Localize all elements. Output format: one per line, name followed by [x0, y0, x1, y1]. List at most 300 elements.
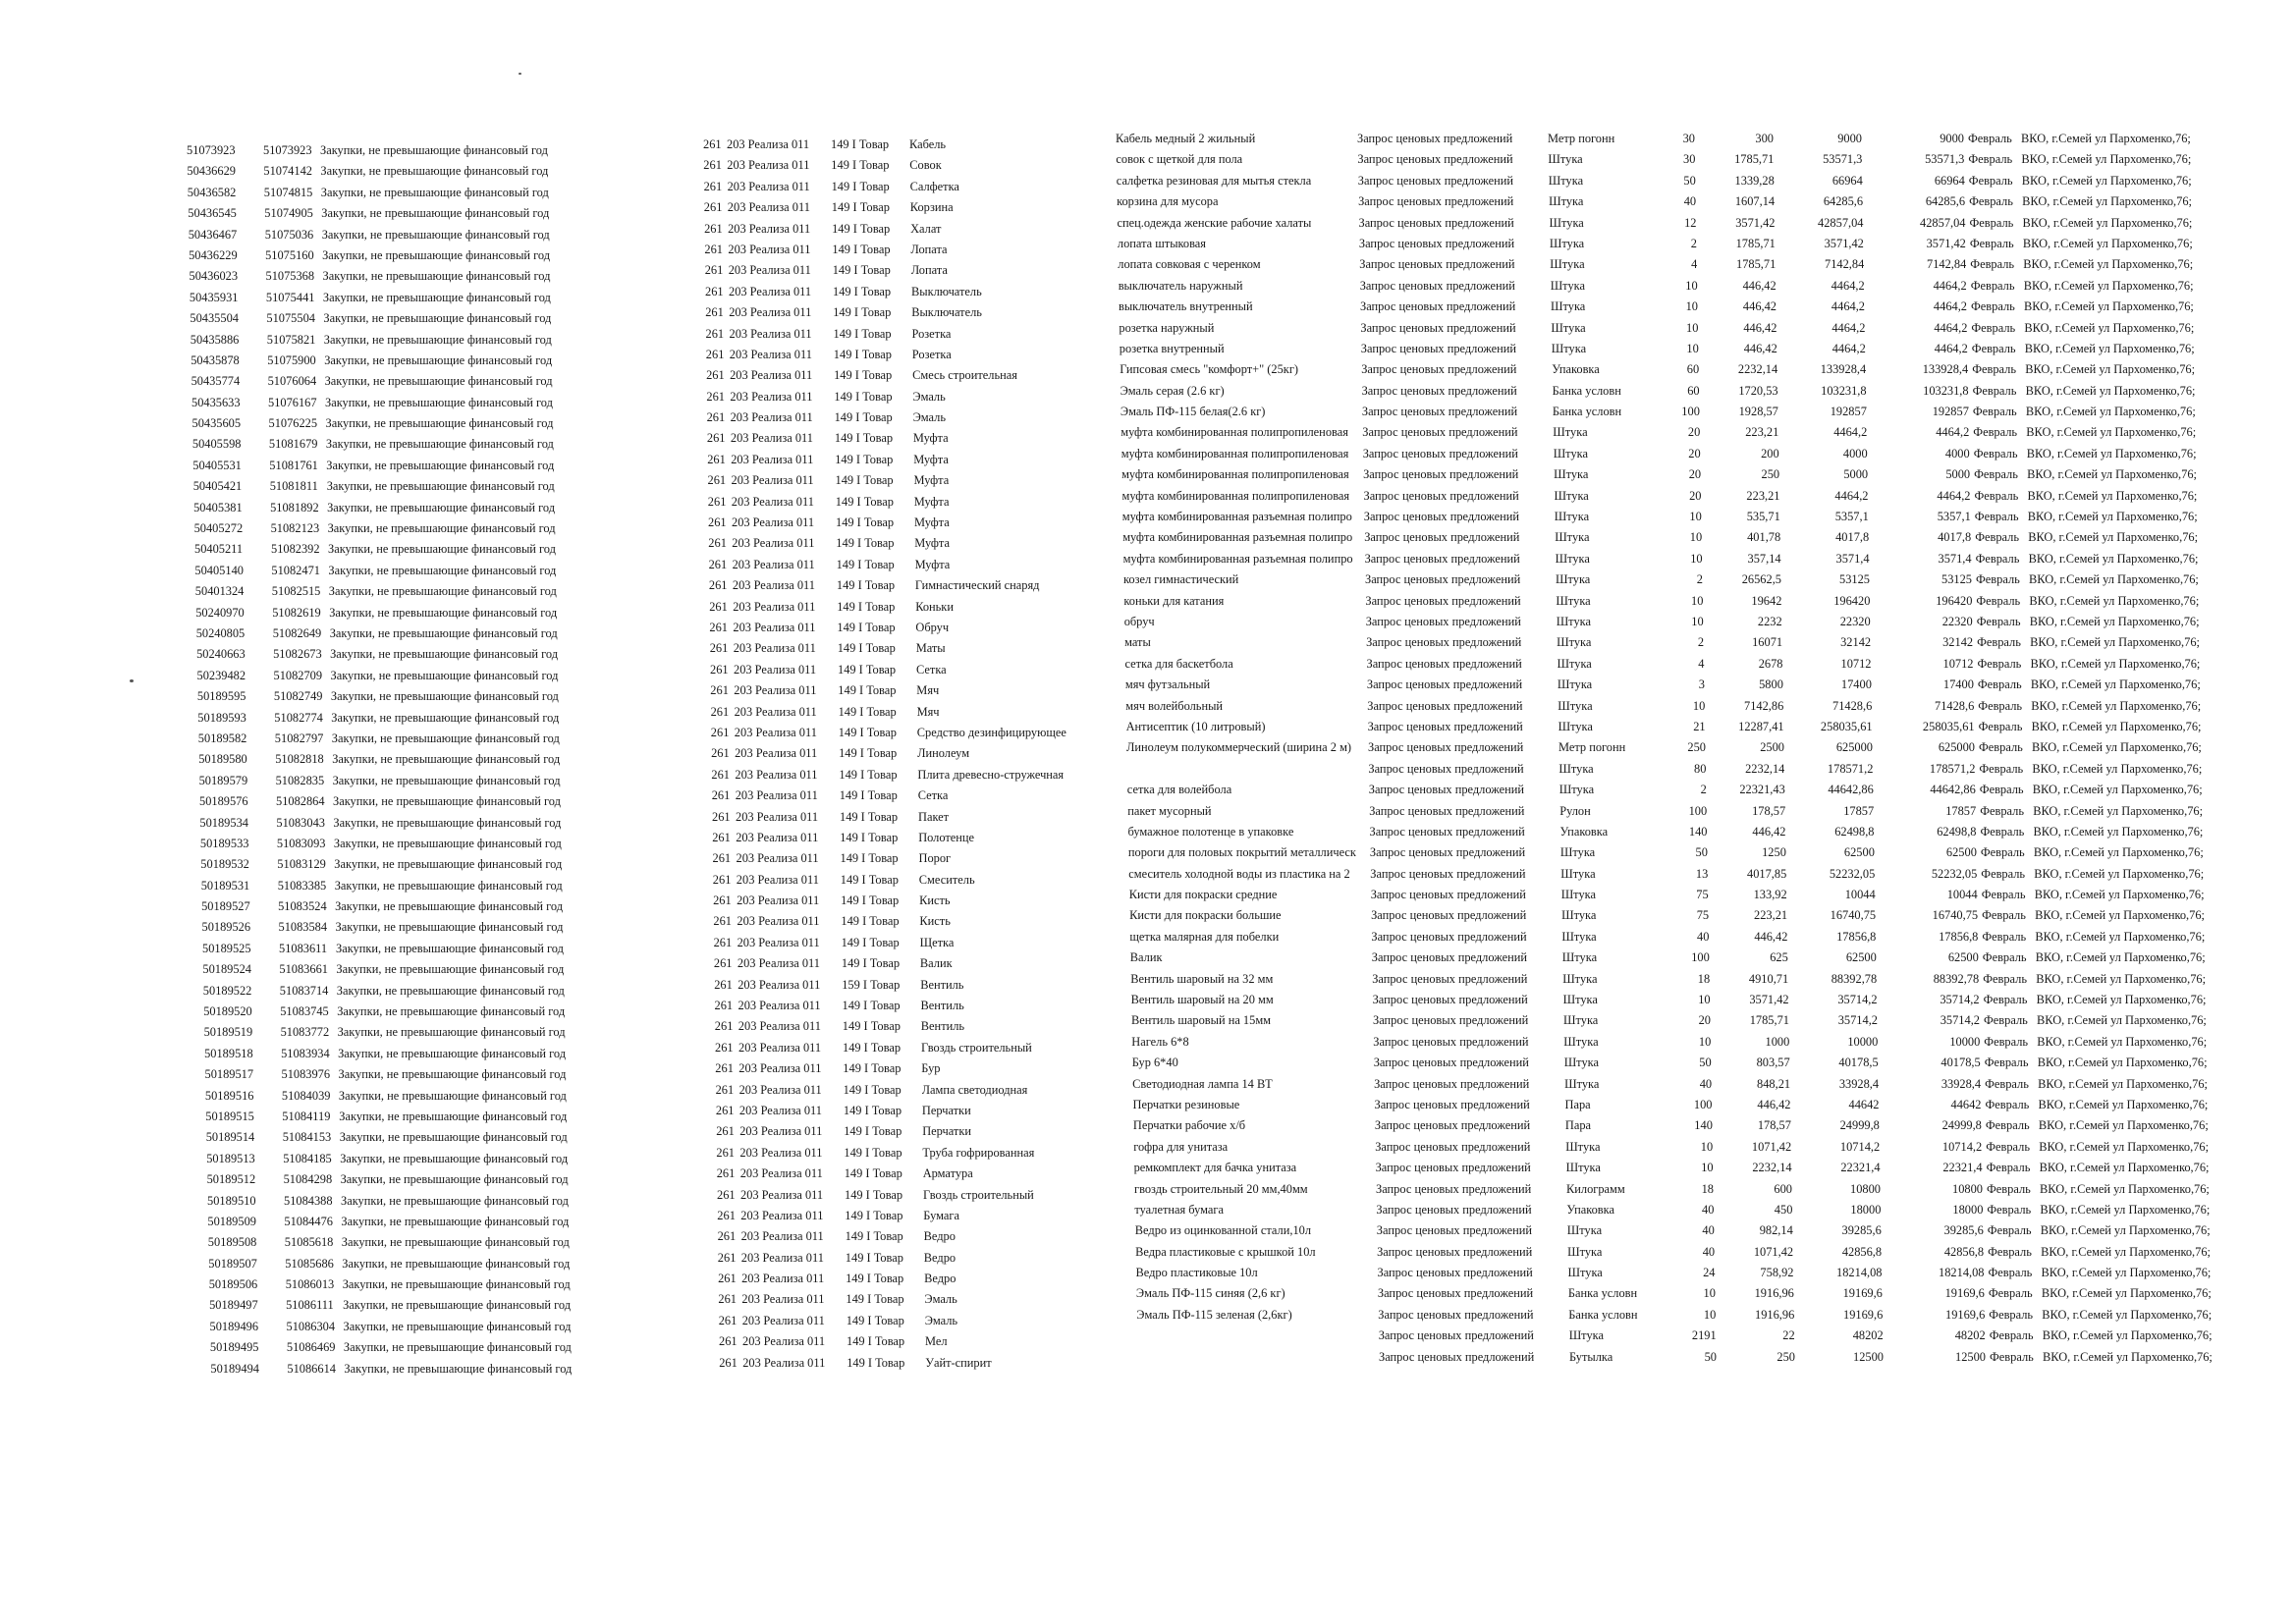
plan-id-cell: 50405211	[194, 542, 244, 557]
sum-year-cell: 42857,04	[1920, 215, 1966, 230]
unit-cell: Штука	[1558, 761, 1594, 776]
specific-code-cell: 261	[708, 515, 727, 530]
purchase-type-cell: Закупки, не превышающие финансовый год	[340, 1172, 569, 1187]
characteristic-cell: Перчатки рабочие х/б	[1132, 1118, 1246, 1133]
item-id-cell: 51086111	[286, 1298, 334, 1313]
purchase-type-cell: Закупки, не превышающие финансовый год	[331, 731, 560, 745]
table-row	[1122, 527, 2199, 548]
plan-id-cell: 50189580	[198, 752, 247, 767]
item-id-cell: 51083714	[279, 983, 329, 998]
sum-year-cell: 17856,8	[1939, 929, 1979, 944]
table-row	[705, 282, 1096, 302]
characteristic-cell: Кабель медный 2 жильный	[1116, 132, 1256, 145]
good-name-cell: Бур	[921, 1061, 941, 1076]
quantity-cell: 140	[1694, 1118, 1713, 1133]
specific-code-cell: 261	[717, 1229, 737, 1244]
scan-speck	[130, 679, 134, 682]
good-name-cell: Кисть	[919, 914, 951, 929]
middle-block	[703, 135, 1096, 1374]
purchase-method-cell: Запрос ценовых предложений	[1374, 1118, 1531, 1133]
quantity-cell: 50	[1699, 1056, 1712, 1070]
purchase-method-cell: Запрос ценовых предложений	[1373, 1056, 1529, 1070]
purchase-type-cell: Закупки, не превышающие финансовый год	[335, 899, 564, 914]
kato-code-cell: 203 Реализа 011	[738, 999, 821, 1013]
good-type-cell: 149 I Товар	[838, 704, 897, 719]
table-row	[703, 155, 1096, 176]
table-row	[716, 1143, 1096, 1164]
quantity-cell: 18	[1701, 1181, 1714, 1196]
good-name-cell: Корзина	[909, 200, 954, 215]
plan-id-cell: 50189526	[201, 920, 251, 935]
item-id-cell: 51082123	[270, 521, 320, 536]
good-type-cell: 149 I Товар	[838, 683, 897, 698]
sum-total-cell: 64285,6	[1823, 194, 1864, 209]
quantity-cell: 10	[1691, 614, 1704, 628]
table-row	[1121, 486, 2198, 507]
item-id-cell: 51083043	[276, 815, 325, 830]
unit-price-cell: 401,78	[1747, 530, 1781, 545]
plan-id-cell: 50405272	[193, 521, 244, 536]
sum-total-cell: 10714,2	[1839, 1139, 1881, 1154]
table-row	[199, 771, 579, 791]
good-name-cell: Вентиль	[920, 999, 964, 1013]
unit-cell: Штука	[1551, 299, 1586, 314]
month-cell: Февраль	[1979, 783, 2024, 797]
plan-id-cell: 50189506	[208, 1277, 258, 1292]
sum-year-cell: 3571,4	[1938, 551, 1972, 566]
characteristic-cell: Линолеум полукоммерческий (ширина 2 м)	[1126, 740, 1352, 755]
kato-code-cell: 203 Реализа 011	[729, 347, 812, 361]
purchase-method-cell: Запрос ценовых предложений	[1365, 593, 1521, 608]
sum-total-cell: 5000	[1843, 467, 1869, 482]
characteristic-cell: ремкомплект для бачка унитаза	[1133, 1161, 1297, 1175]
purchase-method-cell: Запрос ценовых предложений	[1377, 1244, 1533, 1259]
plan-id-cell: 50405421	[192, 479, 243, 494]
unit-price-cell: 12287,41	[1738, 719, 1784, 733]
characteristic-cell: Кисти для покраски большие	[1129, 908, 1282, 923]
purchase-type-cell: Закупки, не превышающие финансовый год	[343, 1319, 572, 1333]
kato-code-cell: 203 Реализа 011	[728, 263, 811, 278]
purchase-method-cell: Запрос ценовых предложений	[1363, 467, 1519, 482]
plan-id-cell: 50189515	[205, 1109, 254, 1123]
purchase-method-cell: Запрос ценовых предложений	[1357, 132, 1513, 145]
table-row	[711, 743, 1096, 764]
quantity-cell: 10	[1685, 278, 1698, 293]
kato-code-cell: 203 Реализа 011	[732, 515, 815, 530]
purchase-method-cell: Запрос ценовых предложений	[1376, 1181, 1532, 1196]
unit-price-cell: 1785,71	[1735, 236, 1776, 250]
unit-price-cell: 19642	[1751, 593, 1782, 608]
table-row	[195, 581, 579, 602]
table-row	[1126, 780, 2203, 800]
quantity-cell: 50	[1704, 1349, 1717, 1364]
table-row	[192, 434, 579, 455]
table-row	[210, 1317, 580, 1337]
unit-cell: Метр погонн	[1548, 132, 1615, 145]
good-name-cell: Щетка	[919, 935, 955, 949]
item-id-cell: 51084153	[282, 1130, 332, 1145]
kato-code-cell: 203 Реализа 011	[734, 704, 817, 719]
purchase-type-cell: Закупки, не превышающие финансовый год	[327, 500, 556, 514]
month-cell: Февраль	[1985, 1118, 2030, 1133]
month-cell: Февраль	[1976, 614, 2021, 628]
purchase-method-cell: Запрос ценовых предложений	[1363, 488, 1519, 503]
delivery-place-cell: ВКО, г.Семей ул Пархоменко,76;	[2029, 614, 2200, 628]
table-row	[1116, 149, 2192, 170]
kato-code-cell: 203 Реализа 011	[737, 935, 820, 949]
plan-id-cell: 50189512	[206, 1172, 256, 1187]
purchase-type-cell: Закупки, не превышающие финансовый год	[321, 206, 550, 221]
table-row	[187, 140, 579, 161]
item-id-cell: 51086013	[285, 1277, 335, 1292]
plan-id-cell: 50435931	[189, 290, 239, 304]
kato-code-cell: 203 Реализа 011	[737, 956, 820, 971]
table-row	[190, 308, 579, 329]
unit-price-cell: 2232	[1757, 614, 1782, 628]
characteristic-cell: коньки для катания	[1123, 593, 1225, 608]
kato-code-cell: 203 Реализа 011	[727, 200, 810, 215]
sum-year-cell: 4464,2	[1933, 299, 1967, 314]
good-type-cell: 149 I Товар	[836, 536, 895, 551]
quantity-cell: 10	[1685, 299, 1698, 314]
item-id-cell: 51083745	[280, 1004, 329, 1019]
table-row	[209, 1295, 579, 1316]
unit-price-cell: 4017,85	[1747, 866, 1787, 881]
sum-total-cell: 39285,6	[1841, 1223, 1882, 1238]
sum-total-cell: 19169,6	[1843, 1307, 1884, 1322]
purchase-type-cell: Закупки, не превышающие финансовый год	[334, 857, 563, 872]
delivery-place-cell: ВКО, г.Семей ул Пархоменко,76;	[2035, 929, 2206, 944]
table-row	[207, 1212, 579, 1232]
table-row	[1125, 696, 2202, 717]
table-row	[715, 996, 1097, 1016]
sum-year-cell: 64285,6	[1925, 194, 1966, 209]
characteristic-cell: Гипсовая смесь "комфорт+" (25кг)	[1120, 362, 1299, 377]
purchase-type-cell: Закупки, не превышающие финансовый год	[320, 143, 548, 157]
good-name-cell: Вентиль	[920, 1019, 965, 1034]
purchase-type-cell: Закупки, не превышающие финансовый год	[336, 962, 565, 977]
quantity-cell: 50	[1695, 845, 1708, 860]
good-type-cell: 149 I Товар	[837, 641, 896, 656]
sum-year-cell: 9000	[1940, 132, 1964, 145]
unit-cell: Штука	[1553, 425, 1588, 440]
unit-cell: Штука	[1553, 446, 1588, 460]
table-row	[1134, 1220, 2211, 1241]
unit-cell: Штука	[1563, 1034, 1599, 1049]
unit-cell: Штука	[1561, 950, 1598, 965]
good-type-cell: 149 I Товар	[842, 999, 901, 1013]
good-type-cell: 149 I Товар	[833, 326, 892, 341]
unit-cell: Штука	[1558, 698, 1593, 713]
quantity-cell: 2	[1690, 236, 1697, 250]
month-cell: Февраль	[1972, 405, 2017, 419]
month-cell: Февраль	[1973, 425, 2018, 440]
table-row	[704, 240, 1096, 260]
good-type-cell: 149 I Товар	[838, 662, 897, 677]
purchase-method-cell: Запрос ценовых предложений	[1368, 761, 1524, 776]
table-row	[715, 1016, 1096, 1037]
table-row	[199, 813, 579, 834]
unit-price-cell: 1250	[1762, 845, 1786, 860]
month-cell: Февраль	[1983, 971, 2027, 986]
unit-price-cell: 1785,71	[1734, 152, 1775, 167]
table-row	[1127, 822, 2204, 842]
purchase-method-cell: Запрос ценовых предложений	[1371, 929, 1527, 944]
table-row	[712, 807, 1096, 828]
good-type-cell: 149 I Товар	[833, 305, 892, 320]
specific-code-cell: 261	[713, 935, 733, 949]
month-cell: Февраль	[1974, 510, 2019, 524]
good-name-cell: Обруч	[915, 620, 950, 634]
good-type-cell: 149 I Товар	[839, 788, 898, 803]
table-row	[704, 197, 1096, 218]
good-name-cell: Плита древесно-стружечная	[917, 767, 1065, 782]
sum-total-cell: 16740,75	[1830, 908, 1877, 923]
purchase-method-cell: Запрос ценовых предложений	[1369, 845, 1526, 860]
month-cell: Февраль	[1990, 1349, 2034, 1364]
sum-year-cell: 48202	[1954, 1328, 1986, 1343]
unit-cell: Штука	[1555, 551, 1590, 566]
unit-price-cell: 178,57	[1752, 803, 1786, 818]
characteristic-cell: муфта комбинированная полипропиленовая	[1121, 488, 1350, 503]
purchase-type-cell: Закупки, не превышающие финансовый год	[332, 773, 561, 787]
purchase-type-cell: Закупки, не превышающие финансовый год	[336, 941, 564, 955]
characteristic-cell: Нагель 6*8	[1131, 1034, 1189, 1049]
unit-price-cell: 450	[1774, 1202, 1793, 1217]
sum-year-cell: 4464,2	[1934, 341, 1968, 355]
sum-total-cell: 24999,8	[1839, 1118, 1880, 1133]
item-id-cell: 51074905	[264, 206, 313, 221]
sum-year-cell: 196420	[1936, 593, 1973, 608]
item-id-cell: 51082818	[275, 752, 324, 767]
sum-total-cell: 53125	[1839, 572, 1870, 587]
month-cell: Февраль	[1969, 236, 2014, 250]
good-type-cell: 149 I Товар	[841, 935, 900, 949]
good-name-cell: Мяч	[916, 704, 940, 719]
item-id-cell: 51074142	[263, 164, 312, 179]
table-row	[715, 1058, 1096, 1079]
delivery-place-cell: ВКО, г.Семей ул Пархоменко,76;	[2032, 761, 2203, 776]
unit-cell: Штука	[1551, 341, 1587, 355]
plan-id-cell: 50435878	[191, 352, 240, 367]
table-row	[708, 533, 1096, 554]
table-row	[706, 365, 1096, 386]
sum-total-cell: 52232,05	[1829, 866, 1876, 881]
unit-cell: Штука	[1565, 1161, 1601, 1175]
month-cell: Февраль	[1982, 950, 2027, 965]
unit-price-cell: 446,42	[1743, 341, 1777, 355]
good-type-cell: 149 I Товар	[844, 1124, 902, 1139]
table-row	[1121, 444, 2197, 464]
table-row	[1129, 947, 2206, 968]
characteristic-cell: выключатель внутренный	[1119, 299, 1253, 314]
delivery-place-cell: ВКО, г.Семей ул Пархоменко,76;	[2023, 278, 2194, 293]
table-row	[710, 680, 1096, 701]
quantity-cell: 40	[1683, 194, 1697, 209]
item-id-cell: 51075160	[265, 247, 314, 262]
unit-cell: Банка условн	[1568, 1307, 1638, 1322]
delivery-place-cell: ВКО, г.Семей ул Пархоменко,76;	[2022, 215, 2193, 230]
table-row	[1130, 969, 2207, 990]
good-name-cell: Гвоздь строительный	[921, 1040, 1032, 1055]
delivery-place-cell: ВКО, г.Семей ул Пархоменко,76;	[2039, 1139, 2210, 1154]
month-cell: Февраль	[1969, 215, 2014, 230]
table-row	[1118, 276, 2194, 297]
kato-code-cell: 203 Реализа 011	[733, 599, 816, 614]
plan-id-cell: 50435633	[191, 395, 241, 409]
sum-year-cell: 62500	[1947, 950, 1979, 965]
kato-code-cell: 203 Реализа 011	[728, 242, 811, 256]
month-cell: Февраль	[1972, 362, 2016, 377]
unit-cell: Штука	[1561, 929, 1597, 944]
specific-code-cell: 261	[711, 746, 730, 761]
kato-code-cell: 203 Реализа 011	[740, 1250, 824, 1265]
kato-code-cell: 203 Реализа 011	[732, 536, 815, 551]
delivery-place-cell: ВКО, г.Семей ул Пархоменко,76;	[2030, 677, 2201, 692]
characteristic-cell: муфта комбинированная разъемная полипро	[1122, 530, 1353, 545]
purchase-method-cell: Запрос ценовых предложений	[1374, 1076, 1530, 1091]
unit-cell: Метр погонн	[1558, 740, 1626, 755]
table-row	[1123, 612, 2200, 632]
delivery-place-cell: ВКО, г.Семей ул Пархоменко,76;	[2031, 698, 2202, 713]
quantity-cell: 75	[1696, 888, 1709, 902]
quantity-cell: 12	[1684, 215, 1697, 230]
good-name-cell: Полотенце	[918, 830, 975, 844]
specific-code-cell: 261	[712, 851, 732, 866]
unit-price-cell: 2500	[1760, 740, 1784, 755]
delivery-place-cell: ВКО, г.Семей ул Пархоменко,76;	[2025, 383, 2196, 398]
unit-cell: Штука	[1560, 866, 1596, 881]
characteristic-cell: мяч волейбольный	[1125, 698, 1224, 713]
delivery-place-cell: ВКО, г.Семей ул Пархоменко,76;	[2021, 132, 2191, 145]
unit-price-cell: 758,92	[1760, 1266, 1794, 1280]
purchase-method-cell: Запрос ценовых предложений	[1370, 866, 1526, 881]
plan-id-cell: 50189531	[200, 878, 250, 893]
specific-code-cell: 261	[703, 179, 723, 193]
unit-price-cell: 223,21	[1746, 488, 1780, 503]
table-row	[711, 765, 1096, 785]
purchase-type-cell: Закупки, не превышающие финансовый год	[322, 269, 551, 284]
sum-year-cell: 10712	[1942, 656, 1974, 671]
sum-year-cell: 39285,6	[1943, 1223, 1984, 1238]
plan-id-cell: 50189525	[202, 941, 251, 955]
table-row	[1135, 1283, 2212, 1304]
characteristic-cell: Эмаль серая (2.6 кг)	[1120, 383, 1225, 398]
table-row	[196, 623, 579, 644]
purchase-method-cell: Запрос ценовых предложений	[1362, 446, 1518, 460]
unit-price-cell: 250	[1777, 1349, 1795, 1364]
sum-year-cell: 40178,5	[1941, 1056, 1981, 1070]
delivery-place-cell: ВКО, г.Семей ул Пархоменко,76;	[2033, 803, 2204, 818]
sum-total-cell: 88392,78	[1831, 971, 1878, 986]
month-cell: Февраль	[1975, 551, 2020, 566]
unit-price-cell: 848,21	[1757, 1076, 1791, 1091]
good-type-cell: 149 I Товар	[841, 893, 900, 908]
kato-code-cell: 203 Реализа 011	[738, 1061, 822, 1076]
unit-price-cell: 1720,53	[1738, 383, 1778, 398]
specific-code-cell: 261	[710, 683, 729, 698]
kato-code-cell: 203 Реализа 011	[738, 1040, 822, 1055]
sum-year-cell: 10714,2	[1941, 1139, 1983, 1154]
unit-cell: Бутылка	[1569, 1349, 1613, 1364]
plan-id-cell: 50189579	[198, 773, 248, 787]
purchase-method-cell: Запрос ценовых предложений	[1371, 950, 1528, 965]
left-block	[187, 140, 579, 1380]
kato-code-cell: 203 Реализа 011	[731, 452, 814, 466]
table-row	[207, 1169, 579, 1190]
good-name-cell: Маты	[915, 641, 946, 656]
characteristic-cell: обруч	[1123, 614, 1155, 628]
item-id-cell: 51084388	[284, 1193, 333, 1208]
characteristic-cell: розетка внутренный	[1119, 341, 1225, 355]
item-id-cell: 51076167	[268, 395, 317, 409]
sum-year-cell: 62498,8	[1937, 824, 1977, 839]
unit-cell: Штука	[1568, 1328, 1604, 1343]
sum-total-cell: 62500	[1845, 950, 1877, 965]
unit-price-cell: 446,42	[1743, 320, 1777, 335]
item-id-cell: 51076064	[267, 374, 317, 389]
sum-year-cell: 3571,42	[1926, 236, 1966, 250]
table-row	[1127, 842, 2204, 863]
month-cell: Февраль	[1982, 929, 2027, 944]
table-row	[1117, 213, 2193, 234]
specific-code-cell: 261	[705, 347, 725, 361]
sum-total-cell: 17857	[1843, 803, 1875, 818]
purchase-method-cell: Запрос ценовых предложений	[1375, 1161, 1531, 1175]
table-row	[1118, 254, 2194, 275]
quantity-cell: 30	[1682, 132, 1695, 145]
specific-code-cell: 261	[710, 662, 729, 677]
sum-year-cell: 7142,84	[1927, 257, 1967, 272]
plan-id-cell: 51073923	[187, 143, 236, 157]
unit-price-cell: 803,57	[1756, 1056, 1790, 1070]
sum-total-cell: 62500	[1843, 845, 1875, 860]
sum-total-cell: 3571,42	[1824, 236, 1864, 250]
kato-code-cell: 203 Реализа 011	[741, 1313, 825, 1327]
unit-price-cell: 982,14	[1759, 1223, 1793, 1238]
good-name-cell: Мел	[925, 1334, 948, 1349]
table-row	[189, 225, 579, 245]
good-type-cell: 149 I Товар	[842, 1019, 901, 1034]
unit-price-cell: 4910,71	[1748, 971, 1789, 986]
sum-year-cell: 44642,86	[1930, 783, 1976, 797]
sum-total-cell: 42857,04	[1818, 215, 1864, 230]
delivery-place-cell: ВКО, г.Семей ул Пархоменко,76;	[2030, 656, 2201, 671]
kato-code-cell: 203 Реализа 011	[740, 1187, 824, 1202]
unit-price-cell: 1928,57	[1738, 405, 1778, 419]
good-name-cell: Смесь строительная	[912, 368, 1017, 383]
table-row	[718, 1289, 1096, 1310]
table-row	[709, 597, 1096, 618]
specific-code-cell: 261	[709, 599, 728, 614]
table-row	[197, 666, 580, 686]
kato-code-cell: 203 Реализа 011	[740, 1229, 824, 1244]
good-type-cell: 149 I Товар	[844, 1166, 902, 1181]
specific-code-cell: 261	[715, 1061, 734, 1076]
good-name-cell: Перчатки	[922, 1124, 971, 1139]
purchase-type-cell: Закупки, не превышающие финансовый год	[325, 437, 554, 452]
table-row	[706, 345, 1096, 365]
characteristic-cell: Ведро из оцинкованной стали,10л	[1134, 1223, 1312, 1238]
table-row	[1121, 464, 2197, 485]
table-row	[192, 413, 580, 434]
specific-code-cell: 261	[713, 893, 732, 908]
unit-cell: Штука	[1567, 1266, 1603, 1280]
delivery-place-cell: ВКО, г.Семей ул Пархоменко,76;	[2042, 1328, 2213, 1343]
item-id-cell: 51084185	[283, 1151, 332, 1165]
unit-cell: Упаковка	[1566, 1202, 1614, 1217]
good-name-cell: Муфта	[913, 452, 949, 466]
